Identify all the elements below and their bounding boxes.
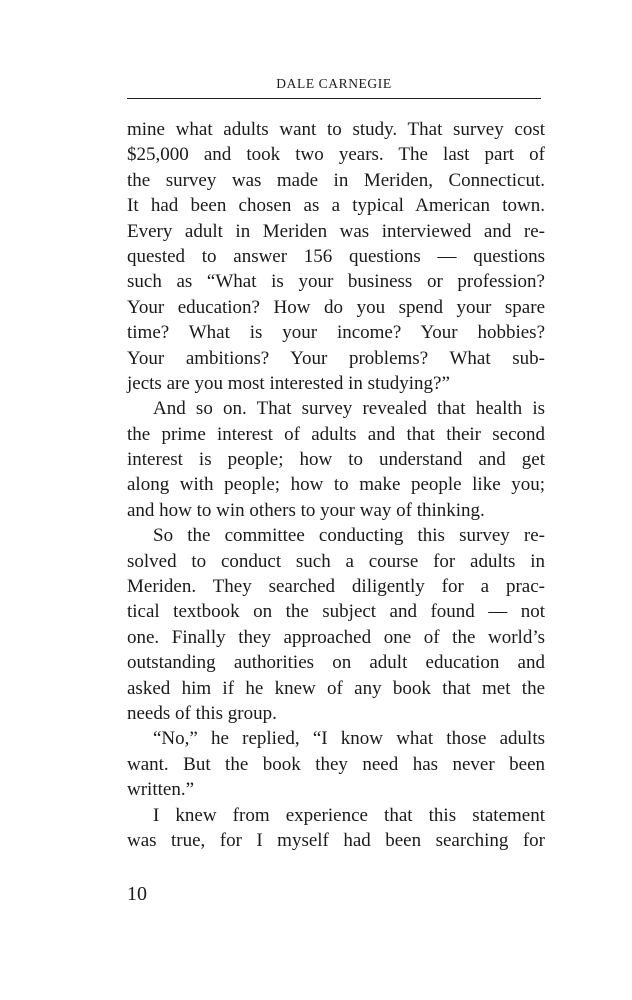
page-number: 10 [127, 883, 147, 905]
text-line: Every adult in Meriden was interviewed and re- [127, 220, 545, 242]
text-line: asked him if he knew of any book that met the [127, 677, 545, 699]
text-line: one. Finally they approached one of the world’s [127, 626, 545, 648]
text-line: Your education? How do you spend your spare [127, 296, 545, 318]
text-line: It had been chosen as a typical American town. [127, 195, 545, 217]
text-line: solved to conduct such a course for adults in [127, 550, 545, 572]
text-line: “No,” he replied, “I know what those adults [153, 728, 545, 750]
text-line: mine what adults want to study. That survey cost [127, 119, 545, 140]
text-line: along with people; how to make people like you; [127, 474, 545, 496]
text-line: tical textbook on the subject and found — not [127, 601, 545, 623]
body-text [127, 117, 545, 853]
text-line: was true, for I myself had been searching for [127, 829, 545, 851]
text-line: Meriden. They searched diligently for a prac- [127, 576, 545, 598]
text-line: time? What is your income? Your hobbies? [127, 322, 545, 344]
header-rule [127, 98, 541, 99]
text-line: written.” [127, 779, 195, 801]
text-line: interest is people; how to understand and get [127, 449, 545, 471]
text-line: the survey was made in Meriden, Connecticut. [127, 169, 545, 191]
text-line: and how to win others to your way of thinking. [127, 499, 485, 521]
text-line: quested to answer 156 questions — questions [127, 245, 545, 267]
text-line: And so on. That survey revealed that health is [153, 398, 545, 420]
text-line: jects are you most interested in studying?” [127, 372, 450, 394]
text-line: the prime interest of adults and that their second [127, 423, 545, 445]
text-line: needs of this group. [127, 702, 277, 724]
text-line: want. But the book they need has never been [127, 753, 545, 775]
text-line: I knew from experience that this statement [153, 804, 545, 826]
running-head: DALE CARNEGIE [276, 76, 392, 91]
text-line: Your ambitions? Your problems? What sub- [127, 347, 545, 369]
text-line: outstanding authorities on adult education and [127, 652, 545, 674]
text-line: $25,000 and took two years. The last part of [127, 144, 545, 166]
text-line: So the committee conducting this survey re- [153, 525, 545, 547]
text-line: such as “What is your business or profession? [127, 271, 545, 293]
